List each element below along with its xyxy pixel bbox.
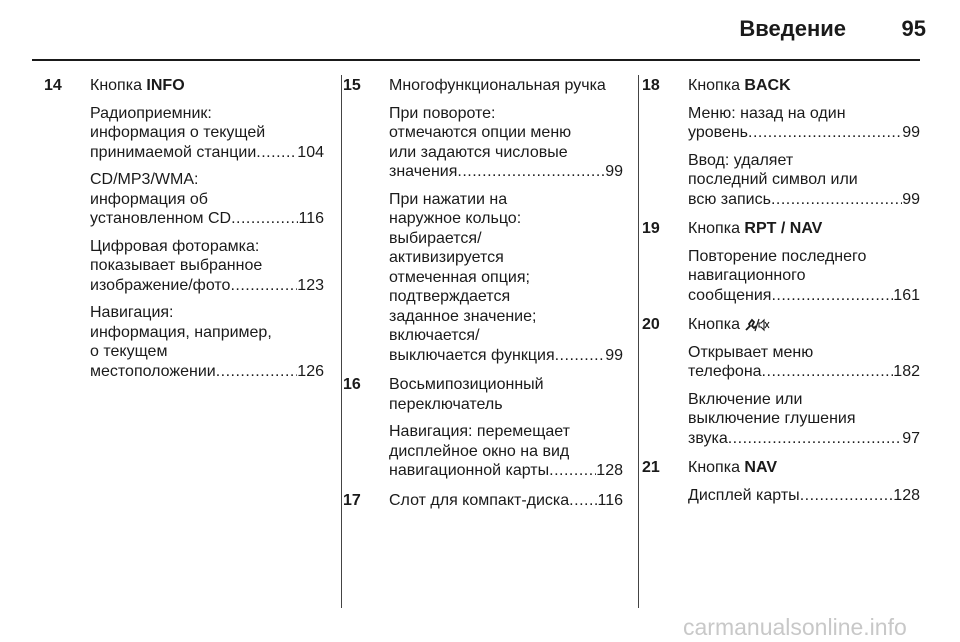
item-label: Кнопка BACK (688, 77, 791, 94)
entry-cd: CD/MP3/WMA: информация об установленном CD ..... 116 (90, 170, 324, 229)
page-title: Введение (739, 16, 846, 41)
page-ref: 99 (605, 346, 623, 364)
list-item-14 (44, 76, 324, 381)
column-1 (44, 76, 324, 391)
item-label: Кнопка (688, 315, 920, 335)
list-item-20 (642, 315, 920, 448)
entry-photo-frame: Цифровая фоторамка: показывает выбранное изображение/фото ..... 123 (90, 237, 324, 296)
item-number: 14 (44, 77, 62, 94)
column-divider-1 (341, 75, 342, 608)
list-item-17: 17 Слот для компакт-диска ..... 116 (343, 491, 623, 511)
page-ref: 128 (596, 462, 623, 479)
item-number: 19 (642, 220, 660, 237)
page-ref: 182 (893, 363, 920, 380)
item-label: Кнопка NAV (688, 459, 778, 476)
page-ref: 99 (605, 163, 623, 180)
page-ref: 99 (902, 124, 920, 141)
watermark: carmanualsonline.info (683, 614, 907, 640)
page-ref: 128 (893, 486, 920, 504)
page-ref: 126 (297, 362, 324, 380)
entry-repeat: Повторение последнего навигационного сообщения ..... 161 (688, 247, 920, 306)
list-item-19 (642, 219, 920, 305)
entry-radio: Радиоприемник: информация о текущей принимаемой станции ..... 104 (90, 104, 324, 163)
entry-mute: Включение или выключение глушения звука ..... 97 (688, 390, 920, 449)
item-number: 15 (343, 77, 361, 94)
page-ref: 99 (902, 190, 920, 208)
item-label: Многофункциональная ручка (389, 77, 606, 94)
item-label: Кнопка RPT / NAV (688, 220, 823, 237)
entry-navigation: Навигация: перемещает дисплейное окно на вид навигационной карты ..... 128 (389, 422, 623, 481)
item-number: 20 (642, 316, 660, 333)
entry-rotate: При повороте: отмечаются опции меню или задаются числовые значения ..... 99 (389, 104, 623, 182)
list-item-18 (642, 76, 920, 209)
item-number: 18 (642, 77, 660, 94)
list-item-15 (343, 76, 623, 365)
column-3 (642, 76, 920, 515)
item-number: 17 (343, 491, 361, 509)
entry-phone-menu: Открывает меню телефона ..... 182 (688, 343, 920, 382)
list-item-21 (642, 458, 920, 505)
page-ref: 116 (597, 491, 623, 509)
entry-navigation: Навигация: информация, например, о текущем местоположении ..... 126 (90, 303, 324, 381)
page-ref: 123 (297, 276, 324, 294)
page-ref: 116 (298, 210, 324, 227)
header-divider (32, 59, 920, 61)
page-ref: 161 (893, 286, 920, 304)
list-item-16: 16 Восьмипозиционный переключатель Навигация: перемещает дисплейное окно на вид навигационной карты ..... 128 (343, 375, 623, 481)
phone-mute-icon (744, 318, 770, 332)
entry-map-display: Дисплей карты ..... 128 (688, 486, 920, 506)
page-ref: 104 (297, 143, 324, 161)
entry-menu: Меню: назад на один уровень ..... 99 (688, 104, 920, 143)
item-number: 21 (642, 459, 660, 476)
page-ref: 97 (902, 429, 920, 447)
item-number: 16 (343, 376, 361, 393)
entry-press: При нажатии на наружное кольцо: выбирается/ активизируется отмеченная опция; подтверждается заданное значение; включается/ выключается функция ..... 99 (389, 190, 623, 366)
item-label: Кнопка INFO (90, 77, 185, 94)
column-2 (343, 76, 623, 520)
entry-input: Ввод: удаляет последний символ или всю запись ..... 99 (688, 151, 920, 210)
column-divider-2 (638, 75, 639, 608)
page-number: 95 (901, 16, 926, 41)
